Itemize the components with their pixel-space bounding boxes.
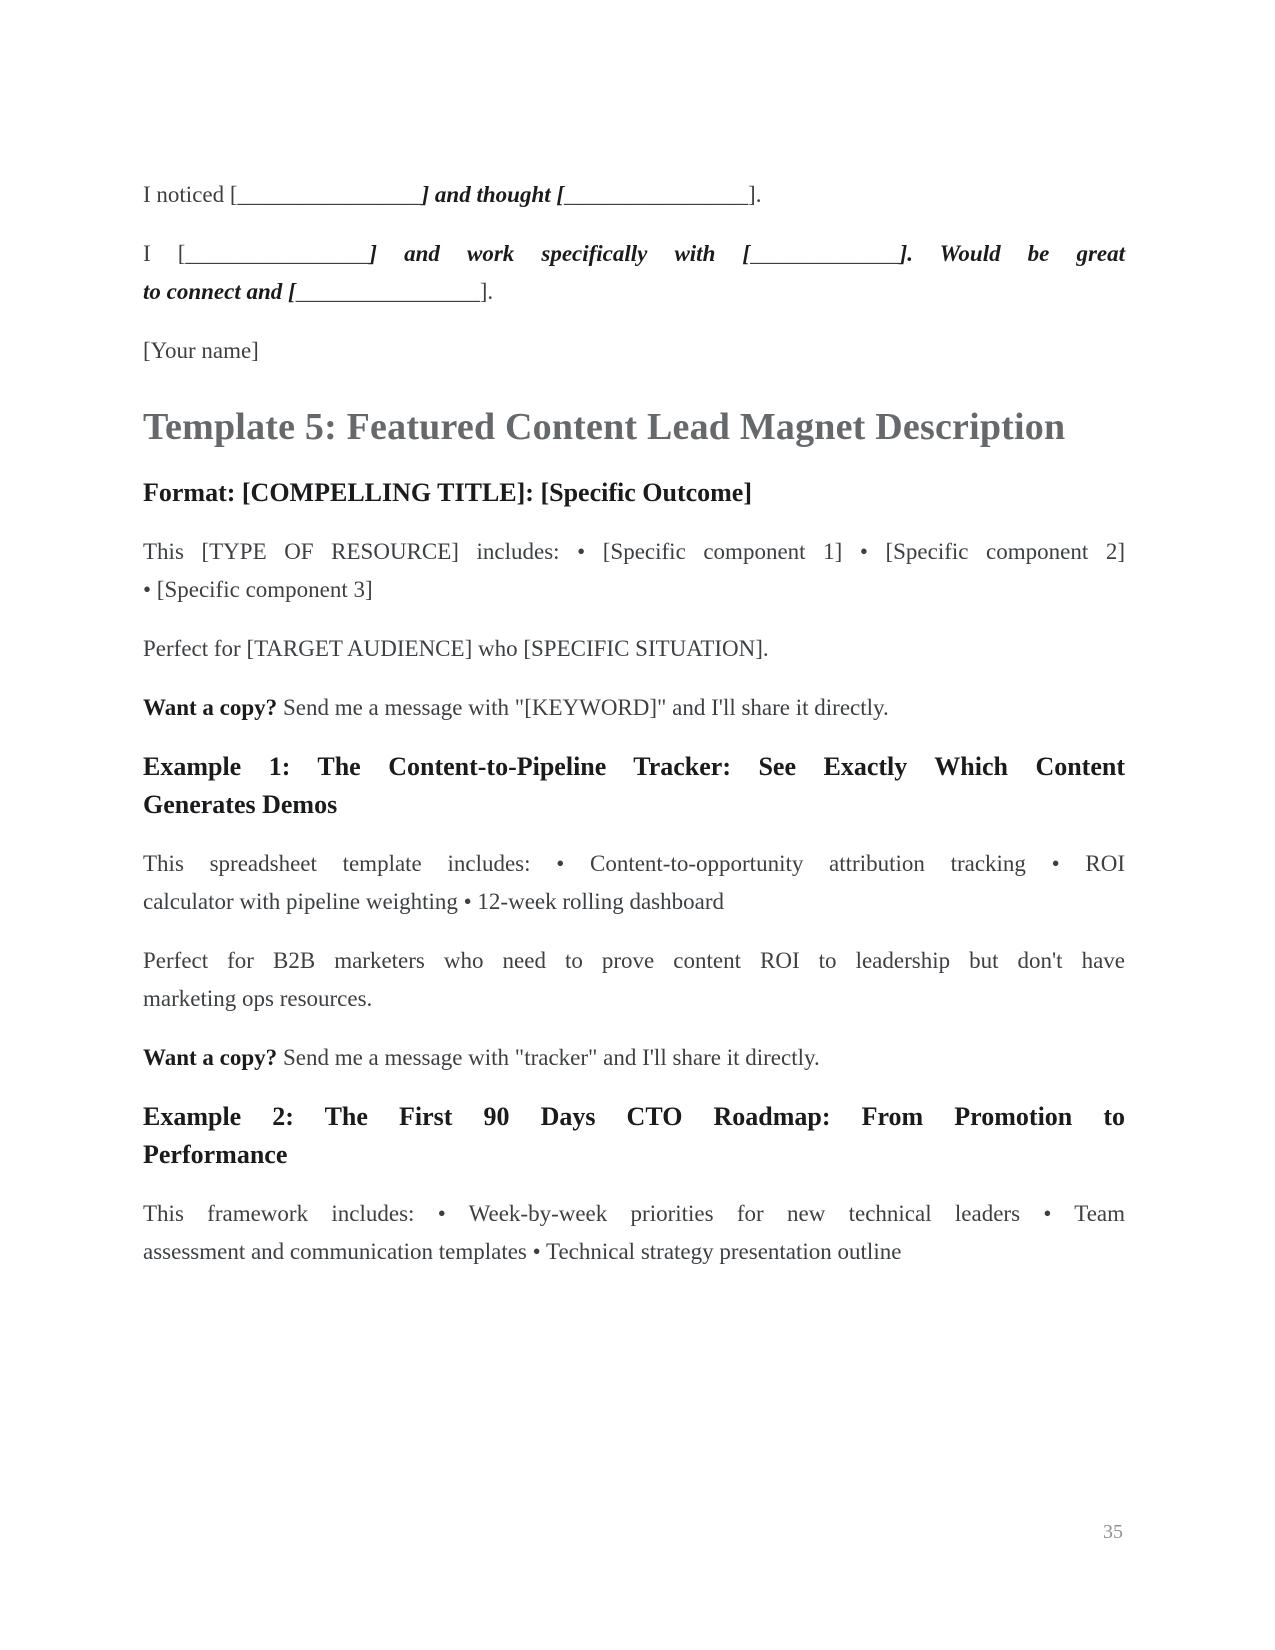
text-run: ]. Would be great — [899, 241, 1125, 266]
text-run: This [TYPE OF RESOURCE] includes: • [Specific component 1] • [Specific component 2] — [143, 539, 1125, 564]
text-line — [143, 1039, 1125, 1077]
paragraph-intro-work-with — [143, 235, 1125, 311]
text-run: Generates Demos — [143, 790, 338, 819]
text-line — [143, 980, 1125, 1018]
text-run: Send me a message with "[KEYWORD]" and I'll share it directly. — [277, 695, 889, 720]
text-run: ] and work specifically with [ — [369, 241, 751, 266]
subheading-example-2 — [143, 1098, 1125, 1174]
text-line — [143, 786, 1125, 824]
paragraph-perfect-for-b2b — [143, 942, 1125, 1018]
text-run: Example 1: The Content-to-Pipeline Tracker: See Exactly Which Content — [143, 752, 1125, 781]
text-run: Send me a message with "tracker" and I'll share it directly. — [277, 1045, 820, 1070]
page-footer — [1103, 1519, 1123, 1545]
subheading-example-1 — [143, 748, 1125, 824]
text-line — [143, 630, 1125, 668]
text-run: [Your name] — [143, 338, 259, 363]
text-run: Perfect for [TARGET AUDIENCE] who [SPECIFIC SITUATION]. — [143, 636, 769, 661]
paragraph-your-name — [143, 332, 1125, 370]
paragraph-want-copy-keyword — [143, 689, 1125, 727]
text-run: I noticed [ — [143, 182, 238, 207]
heading-template-5 — [143, 401, 1125, 453]
text-run: • [Specific component 3] — [143, 577, 373, 602]
text-run: assessment and communication templates • Technical strategy presentation outline — [143, 1239, 902, 1264]
text-line — [143, 1233, 1125, 1271]
text-run: Template 5: Featured Content Lead Magnet Description — [143, 406, 1066, 448]
fill-in-blank: ________________ — [295, 279, 480, 304]
paragraph-perfect-for-audience — [143, 630, 1125, 668]
text-line — [143, 533, 1125, 571]
subheading-format — [143, 474, 1125, 512]
text-line — [143, 1136, 1125, 1174]
paragraph-spreadsheet-includes — [143, 845, 1125, 921]
text-run: Performance — [143, 1140, 288, 1169]
text-run: ]. — [479, 279, 494, 304]
text-line — [143, 474, 1125, 512]
text-line — [143, 883, 1125, 921]
text-run: marketing ops resources. — [143, 986, 373, 1011]
fill-in-blank: _____________ — [750, 241, 900, 266]
text-run: calculator with pipeline weighting • 12-week rolling dashboard — [143, 889, 724, 914]
text-line — [143, 273, 1125, 311]
text-line — [143, 748, 1125, 786]
text-line — [143, 176, 1125, 214]
text-line — [143, 235, 1125, 273]
text-run: I [ — [143, 241, 186, 266]
text-run: Format: [COMPELLING TITLE]: [Specific Outcome] — [143, 478, 752, 507]
text-run: Want a copy? — [143, 695, 278, 720]
text-run: This framework includes: • Week-by-week priorities for new technical leaders • Team — [143, 1201, 1125, 1226]
paragraph-framework-includes — [143, 1195, 1125, 1271]
fill-in-blank: ________________ — [564, 182, 749, 207]
text-line — [143, 401, 1125, 453]
text-line — [143, 571, 1125, 609]
text-run: This spreadsheet template includes: • Content-to-opportunity attribution tracking • ROI — [143, 851, 1125, 876]
text-run: Want a copy? — [143, 1045, 278, 1070]
paragraph-want-copy-tracker — [143, 1039, 1125, 1077]
paragraph-intro-noticed — [143, 176, 1125, 214]
text-run: ]. — [748, 182, 762, 207]
text-line — [143, 1098, 1125, 1136]
text-run: ] and thought [ — [421, 182, 565, 207]
text-run: Perfect for B2B marketers who need to prove content ROI to leadership but don't have — [143, 948, 1125, 973]
fill-in-blank: ________________ — [237, 182, 422, 207]
paragraph-resource-includes — [143, 533, 1125, 609]
fill-in-blank: ________________ — [185, 241, 370, 266]
text-line — [143, 845, 1125, 883]
text-line — [143, 332, 1125, 370]
text-run: to connect and [ — [143, 279, 296, 304]
text-run: Example 2: The First 90 Days CTO Roadmap: From Promotion to — [143, 1102, 1125, 1131]
text-line — [143, 1195, 1125, 1233]
text-line — [143, 689, 1125, 727]
text-line — [143, 942, 1125, 980]
page-number: 35 — [1103, 1521, 1123, 1543]
